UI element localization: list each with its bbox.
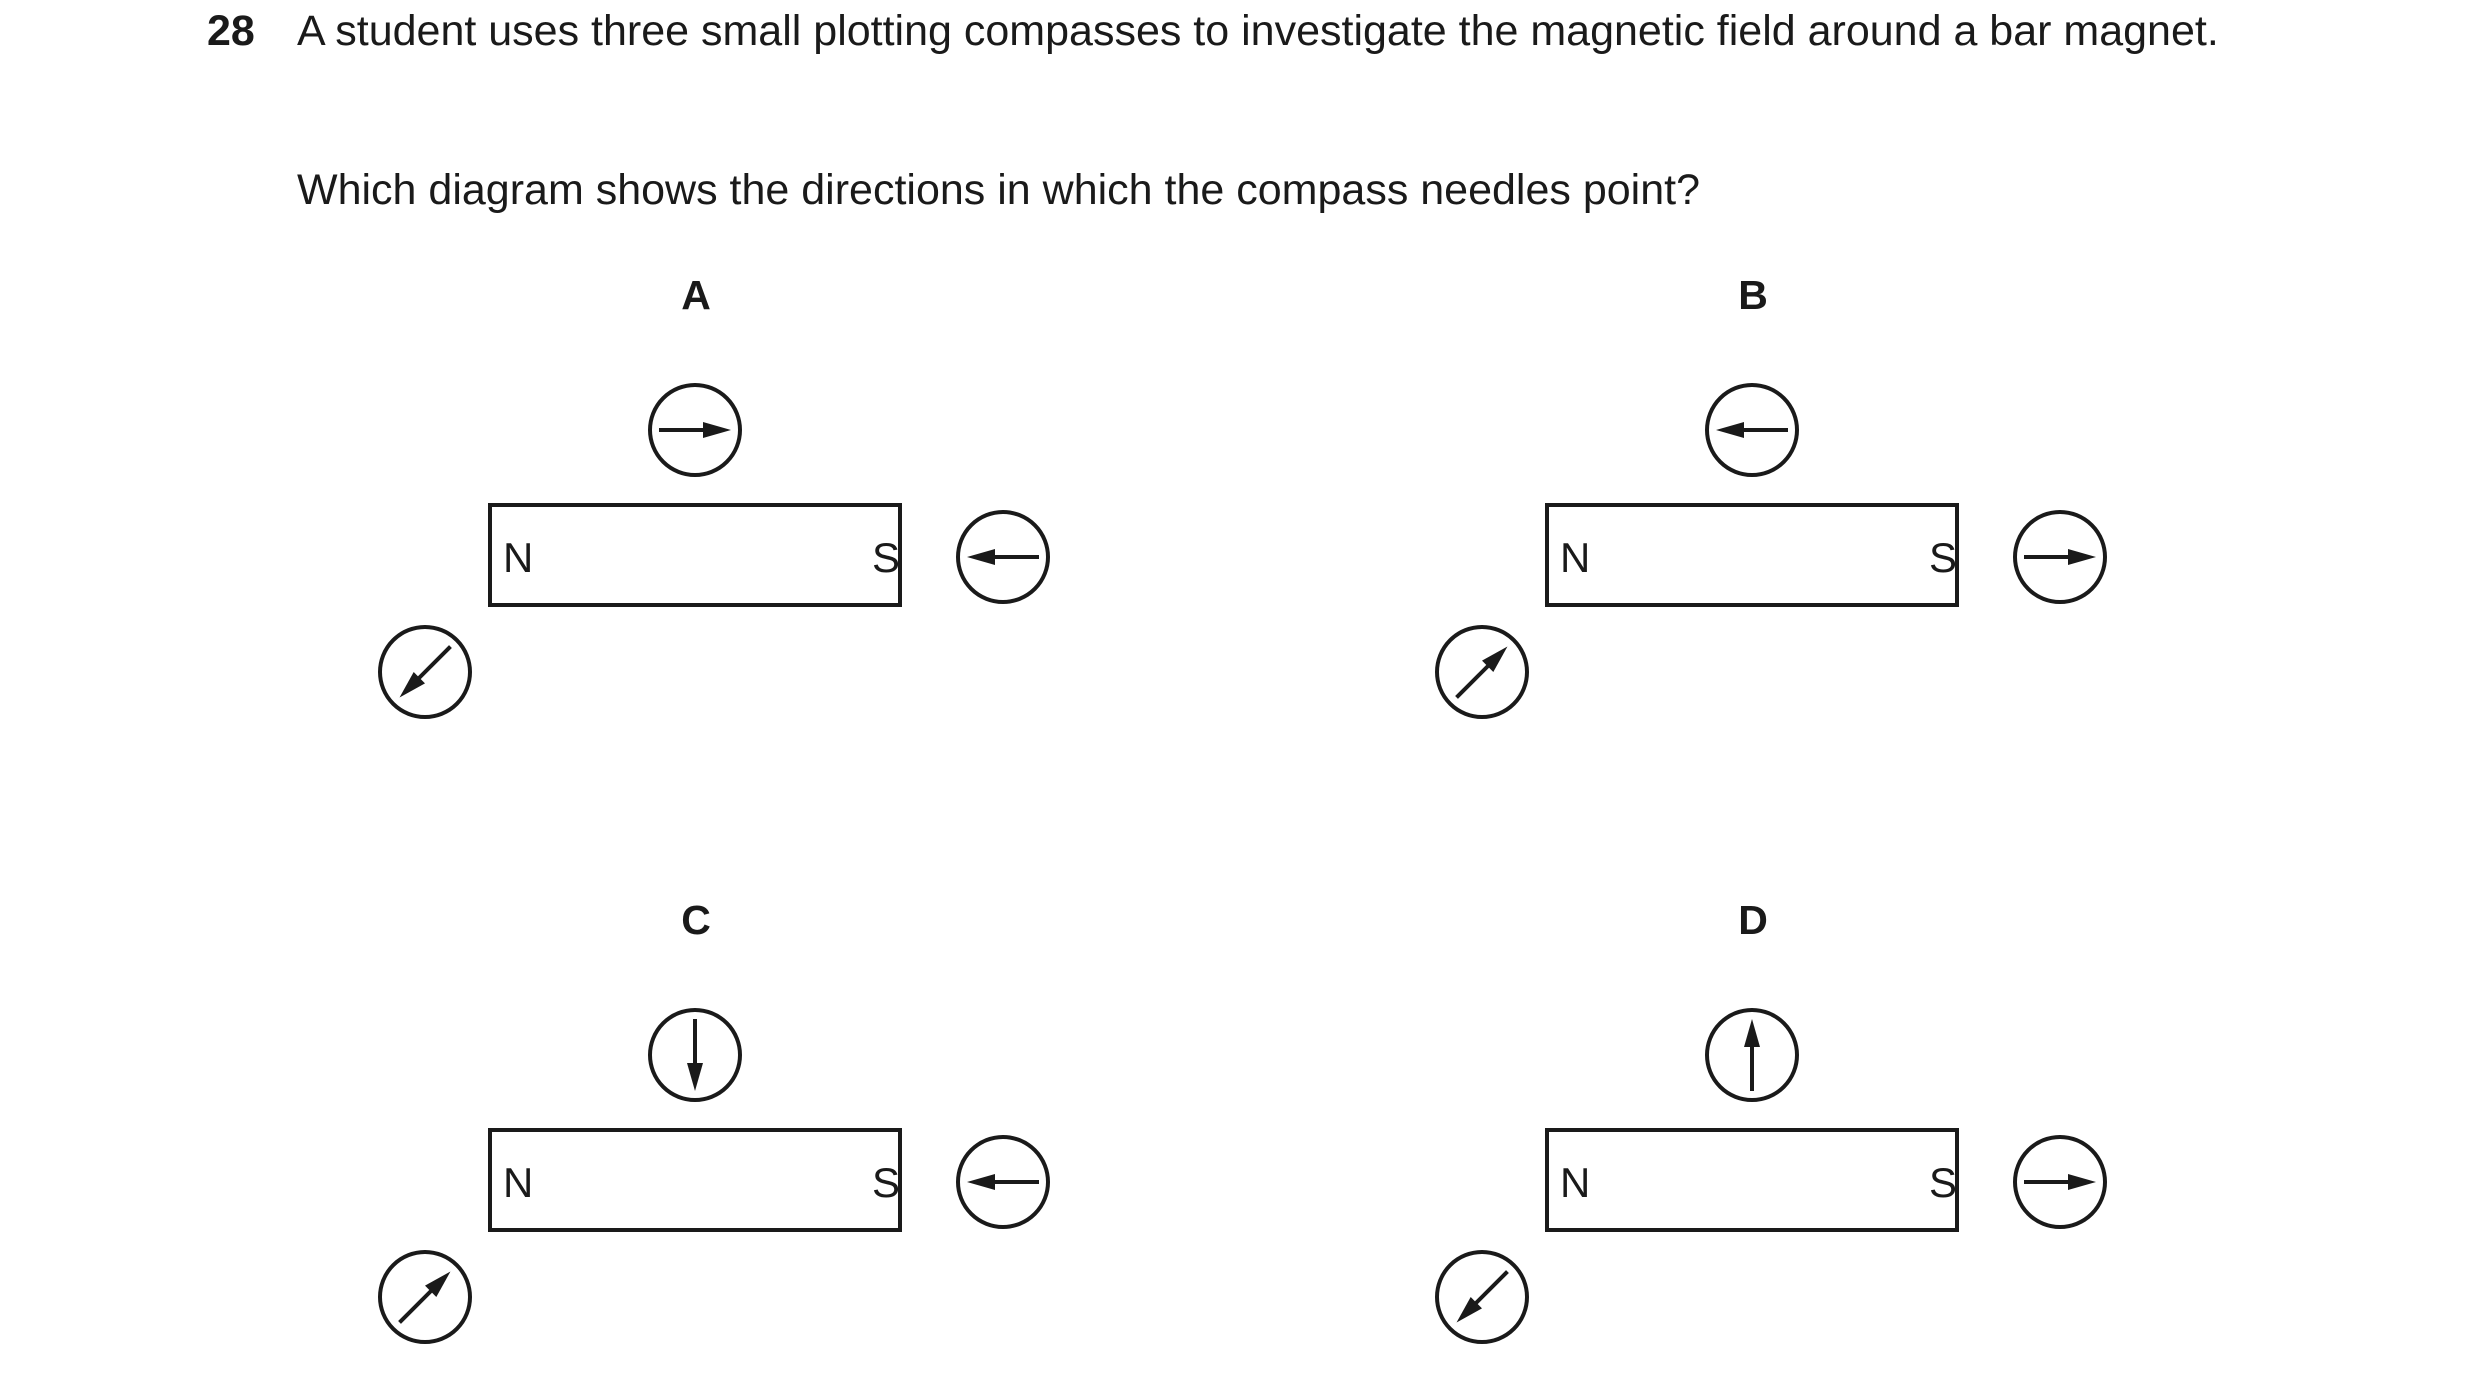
compass-right-icon xyxy=(2015,1137,2105,1227)
compass-top-icon xyxy=(1707,1010,1797,1100)
bar-magnet xyxy=(1547,1130,1957,1230)
bar-magnet xyxy=(490,505,900,605)
option-b-diagram[interactable] xyxy=(1407,260,2407,760)
option-d-figure xyxy=(1407,885,2407,1385)
compass-bottom-left-icon xyxy=(380,1252,470,1342)
compass-right-icon xyxy=(958,1137,1048,1227)
magnet-north-pole-label: N xyxy=(1560,1159,1591,1206)
magnet-north-pole-label: N xyxy=(503,1159,534,1206)
compass-bottom-left-icon xyxy=(1437,1252,1527,1342)
option-a-figure xyxy=(350,260,1350,760)
compass-right-icon xyxy=(958,512,1048,602)
compass-right-icon xyxy=(2015,512,2105,602)
option-a-label: A xyxy=(681,272,711,318)
option-a-diagram[interactable] xyxy=(350,260,1350,760)
magnet-south-pole-label: S xyxy=(872,1159,901,1206)
option-c-diagram[interactable] xyxy=(350,885,1350,1385)
option-c-figure xyxy=(350,885,1350,1385)
compass-top-icon xyxy=(650,1010,740,1100)
compass-bottom-left-icon xyxy=(1437,627,1527,717)
compass-top-icon xyxy=(650,385,740,475)
bar-magnet xyxy=(490,1130,900,1230)
option-b-figure xyxy=(1407,260,2407,760)
magnet-south-pole-label: S xyxy=(1929,1159,1958,1206)
option-d-label: D xyxy=(1738,897,1768,943)
question-text: A student uses three small plotting compasses to investigate the magnetic field around a bar magnet. xyxy=(297,7,2219,55)
bar-magnet xyxy=(1547,505,1957,605)
magnet-south-pole-label: S xyxy=(1929,534,1958,581)
question-prompt: Which diagram shows the directions in which the compass needles point? xyxy=(297,166,1701,214)
question-number: 28 xyxy=(207,7,255,55)
magnet-south-pole-label: S xyxy=(872,534,901,581)
compass-top-icon xyxy=(1707,385,1797,475)
magnet-north-pole-label: N xyxy=(1560,534,1591,581)
compass-bottom-left-icon xyxy=(380,627,470,717)
option-d-diagram[interactable] xyxy=(1407,885,2407,1385)
option-c-label: C xyxy=(681,897,711,943)
option-b-label: B xyxy=(1738,272,1768,318)
magnet-north-pole-label: N xyxy=(503,534,534,581)
